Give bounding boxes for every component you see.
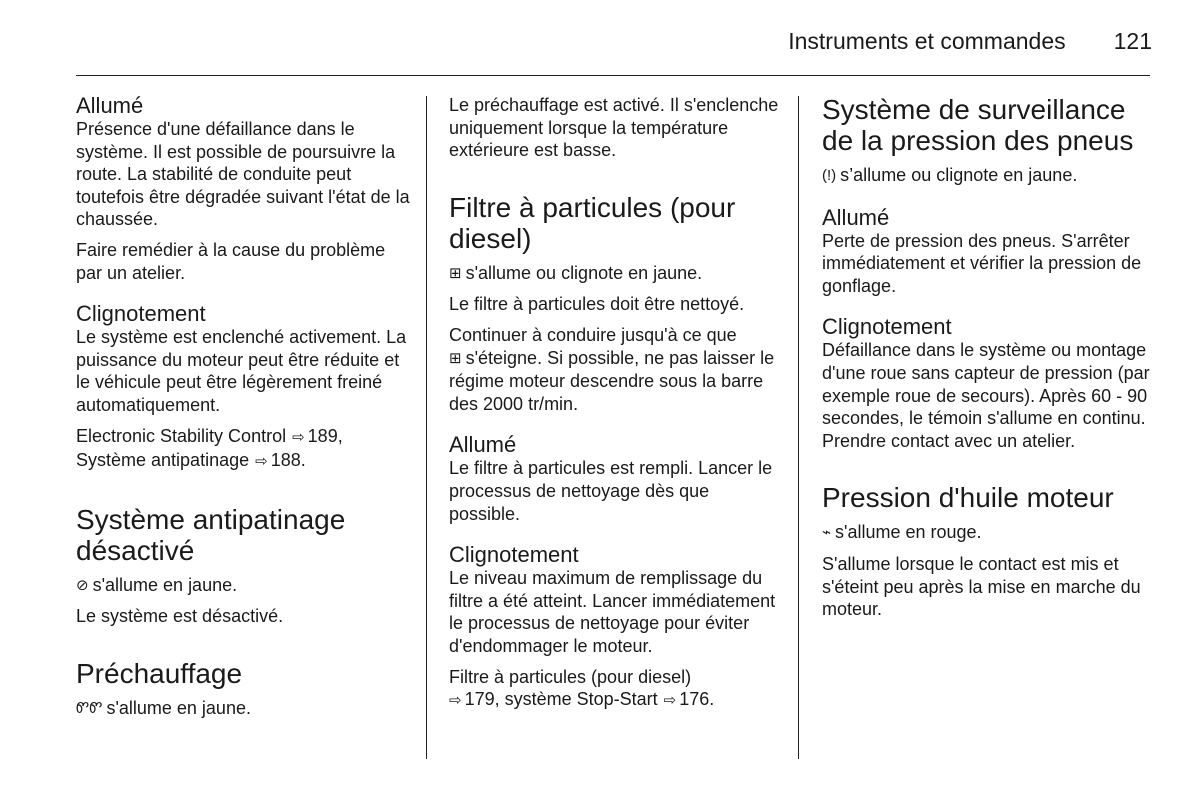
paragraph-prechauffage-cont: Le préchauffage est activé. Il s'enclenche uniquement lorsque la température extérieure est basse. <box>449 95 779 161</box>
paragraph-allume: Présence d'une défaillance dans le système. Il est possible de poursuivre la route. La stabilité de conduite peut toutefois être dégradée suivant l'état de la chaussée. <box>76 119 410 230</box>
heading-allume: Allumé <box>76 93 144 118</box>
cross-reference-arrow-icon: ⇨ <box>255 453 268 471</box>
paragraph-huile-icon: ⌁ s'allume en rouge. <box>822 521 1157 545</box>
ref-filtre-page[interactable]: 179, système Stop-Start <box>464 689 658 710</box>
column-3 <box>822 94 1157 629</box>
paragraph-huile: S'allume lorsque le contact est mis et s'éteint peu après la mise en marche du moteur. <box>822 553 1141 620</box>
paragraph-pneus-icon: (!) s’allume ou clignote en jaune. <box>822 164 1157 188</box>
cross-reference-arrow-icon: ⇨ <box>663 692 677 710</box>
heading-clignotement: Clignotement <box>822 314 952 340</box>
column-2 <box>449 94 784 721</box>
oil-pressure-icon: ⌁ <box>822 524 832 542</box>
page-number: 121 <box>1113 28 1152 54</box>
paragraph-filtre-nettoye: Le filtre à particules doit être nettoyé. <box>449 294 745 315</box>
ref-esc-page[interactable]: 189, <box>307 425 343 446</box>
section-title-filtre: Filtre à particules (pour diesel) <box>449 191 736 254</box>
section-title-antipatinage: Système antipatinage désactivé <box>76 503 346 566</box>
heading-clignotement: Clignotement <box>76 301 206 327</box>
heading-allume: Allumé <box>822 204 890 230</box>
section-title-huile: Pression d'huile moteur <box>822 482 1114 514</box>
cross-reference-arrow-icon: ⇨ <box>292 428 305 446</box>
particle-filter-icon: ⊞ <box>449 349 462 367</box>
paragraph-clignotement: Le niveau maximum de remplissage du filtre a été atteint. Lancer immédiatement le processus de nettoyage pour éviter d'endommager le moteur. <box>449 568 776 656</box>
column-1 <box>76 94 416 729</box>
cross-references: Filtre à particules (pour diesel) ⇨ 179, système Stop-Start ⇨ 176. <box>449 666 784 713</box>
particle-filter-icon: ⊞ <box>449 264 462 282</box>
paragraph-prechauffage-icon: ᏛᏛ s'allume en jaune. <box>76 697 416 721</box>
page-header <box>0 28 1152 55</box>
paragraph-allume: Perte de pression des pneus. S'arrêter immédiatement et vérifier la pression de gonflage. <box>822 230 1142 296</box>
cross-reference-arrow-icon: ⇨ <box>449 692 462 710</box>
paragraph-clignotement: Le système est enclenché activement. La puissance du moteur peut être réduite et le véhicule peut être légèrement freiné automatiquement. <box>76 327 407 415</box>
ref-antipatinage-text: Système antipatinage <box>76 450 250 471</box>
paragraph-allume: Le filtre à particules est rempli. Lancer le processus de nettoyage dès que possible. <box>449 458 773 524</box>
cross-references <box>76 425 416 474</box>
tire-pressure-icon: (!) <box>822 167 837 184</box>
header-rule <box>76 75 1150 76</box>
paragraph-antipatinage-icon: ⊘ s'allume en jaune. <box>76 574 416 598</box>
paragraph-antipatinage-state: Le système est désactivé. <box>76 606 284 627</box>
ref-stop-start-page[interactable]: 176. <box>679 689 715 710</box>
traction-control-off-icon: ⊘ <box>76 576 89 594</box>
section-title-prechauffage: Préchauffage <box>76 657 243 689</box>
heading-clignotement: Clignotement <box>449 542 579 568</box>
glow-plug-icon: ᏛᏛ <box>76 699 103 717</box>
column-divider-1 <box>426 96 427 759</box>
header-title: Instruments et commandes <box>788 28 1066 54</box>
heading-allume: Allumé <box>449 432 517 458</box>
ref-antipatinage-page[interactable]: 188. <box>270 450 306 471</box>
paragraph-filtre-icon: ⊞ s'allume ou clignote en jaune. <box>449 262 784 286</box>
paragraph-clignotement: Défaillance dans le système ou montage d'une roue sans capteur de pression (par exemple roue de secours). Après 60 - 90 secondes, le témoin s'allume en continu. Prendre contact avec un atelier. <box>822 340 1150 451</box>
section-title-pneus: Système de surveillance de la pression des pneus <box>822 94 1134 156</box>
column-divider-2 <box>798 96 799 759</box>
paragraph-remedier: Faire remédier à la cause du problème par un atelier. <box>76 239 386 283</box>
paragraph-continuer: Continuer à conduire jusqu'à ce que ⊞ s'éteigne. Si possible, ne pas laisser le régime moteur descendre sous la barre des 2000 tr/min. <box>449 324 775 414</box>
ref-esc-text: Electronic Stability Control <box>76 425 287 446</box>
